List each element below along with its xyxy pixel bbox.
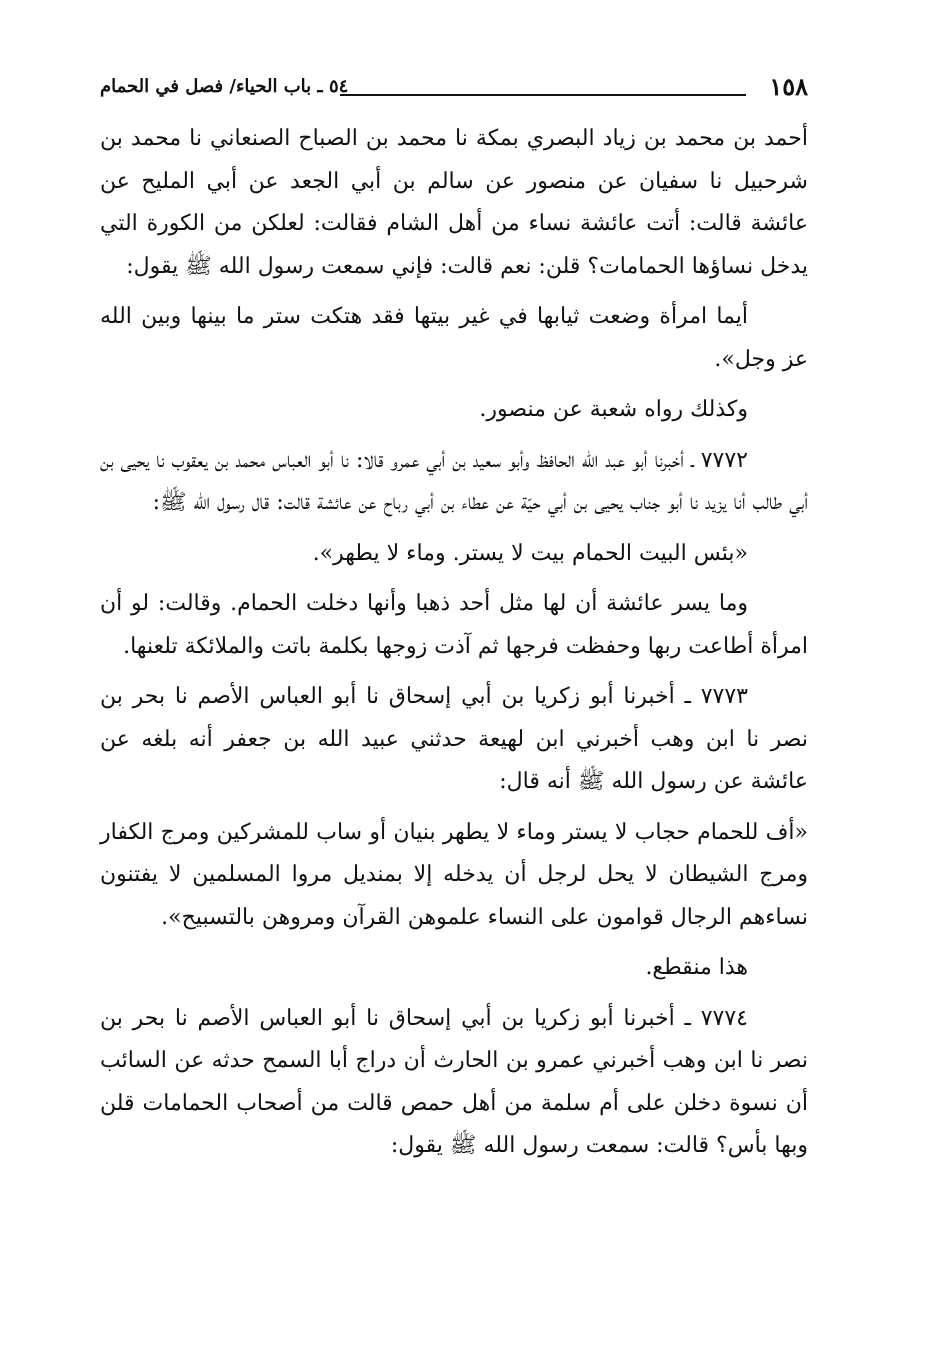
paragraph-note-2: وما يسر عائشة أن لها مثل أحد ذهبا وأنها دخلت الحمام. وقالت: لو أن امرأة أطاعت ربها وحفظت فرجها ثم آذت زوجها بكلمة باتت والملائكة تلعنها. [100,591,808,659]
page-number: ١٥٨ [769,72,808,101]
page-header [100,70,808,110]
paragraph-hadith-quote-3: «أف للحمام حجاب لا يستر وماء لا يطهر بنيان أو ساب للمشركين ومرج الكفار ومرج الشيطان لا يحل لرجل أن يدخله إلا بمنديل مروا المسلمين لا يفتنون نساءهم الرجال قوامون على النساء علموهن القرآن ومروهن بالتسبيح». [100,819,808,930]
paragraph-hadith-7772: ٧٧٧٢ ـ أخبرنا أبو عبد الله الحافظ وأبو سعيد بن أبي عمرو قالا: نا أبو العباس محمد بن يعقوب نا يحيى بن أبي طالب أنا يزيد نا أبو جناب يحيى بن أبي حيّة عن عطاء بن أبي رباح عن عائشة قالت: قال رسول الله ﷺ: [100,447,808,515]
running-title: ٥٤ ـ باب الحياء/ فصل في الحمام [100,76,349,97]
paragraph-note-1: وكذلك رواه شعبة عن منصور. [479,397,748,422]
paragraph-note-3: هذا منقطع. [645,955,748,980]
page-body [100,118,808,1176]
paragraph-hadith-quote-1: أيما امرأة وضعت ثيابها في غير بيتها فقد هتكت ستر ما بينها وبين الله عز وجل». [100,304,808,372]
paragraph-hadith-quote-2: «بئس البيت الحمام بيت لا يستر. وماء لا يطهر». [312,540,748,566]
paragraph-isnad-1: أحمد بن محمد بن زياد البصري بمكة نا محمد بن الصباح الصنعاني نا محمد بن شرحبيل نا سفيان عن منصور عن سالم بن أبي الجعد عن أبي المليح عن عائشة قالت: أتت عائشة نساء من أهل الشام فقالت: لعلكن من الكورة التي يدخل نساؤها الحمامات؟ قلن: نعم قالت: فإني سمعت رسول الله ﷺ يقول: [100,126,808,279]
paragraph-hadith-7774: ٧٧٧٤ ـ أخبرنا أبو زكريا بن أبي إسحاق نا أبو العباس الأصم نا بحر بن نصر نا ابن وهب أخبرني عمرو بن الحارث أن دراج أبا السمح حدثه عن السائب أن نسوة دخلن على أم سلمة من أهل حمص قالت من أصحاب الحمامات قلن وبها بأس؟ قالت: سمعت رسول الله ﷺ يقول: [100,1005,808,1158]
header-rule [340,94,746,96]
paragraph-hadith-7773: ٧٧٧٣ ـ أخبرنا أبو زكريا بن أبي إسحاق نا أبو العباس الأصم نا بحر بن نصر نا ابن وهب أخبرني ابن لهيعة حدثني عبيد الله بن جعفر أنه بلغه عن عائشة عن رسول الله ﷺ أنه قال: [100,684,808,794]
